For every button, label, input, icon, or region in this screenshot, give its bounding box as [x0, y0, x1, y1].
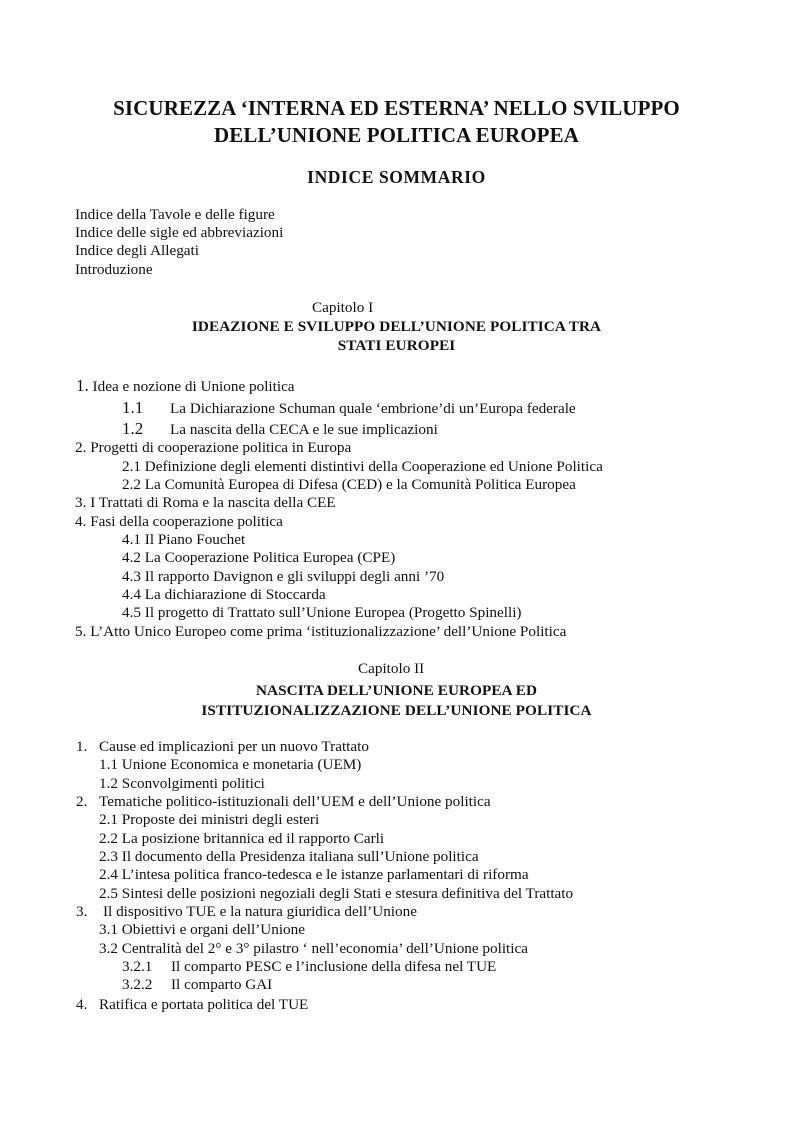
document-title-line-1: SICUREZZA ‘INTERNA ED ESTERNA’ NELLO SVILUPPO: [113, 96, 680, 120]
toc-text: Idea e nozione di Unione politica: [92, 378, 295, 395]
chapter-1-label: Capitolo I: [312, 299, 374, 316]
toc-entry: 2.1 Proposte dei ministri degli esteri: [99, 811, 320, 828]
toc-entry: 4.2 La Cooperazione Politica Europea (CPE): [122, 549, 396, 566]
toc-entry: 4.1 Il Piano Fouchet: [122, 531, 246, 548]
toc-entry: 1.2 Sconvolgimenti politici: [99, 775, 265, 792]
toc-entry: 2.2 La posizione britannica ed il rapporto Carli: [99, 830, 385, 847]
toc-entry: 2.1 Definizione degli elementi distintivi della Cooperazione ed Unione Politica: [122, 458, 603, 475]
toc-entry: 2. Progetti di cooperazione politica in Europa: [75, 439, 352, 456]
toc-number: 1.1: [122, 398, 144, 417]
toc-number: 3.: [76, 903, 88, 920]
toc-entry: 2.2 La Comunità Europea di Difesa (CED) e la Comunità Politica Europea: [122, 476, 576, 493]
prelim-item: Introduzione: [75, 261, 153, 278]
toc-entry: 1.1 Unione Economica e monetaria (UEM): [99, 756, 362, 773]
prelim-item: Indice della Tavole e delle figure: [75, 206, 275, 223]
prelim-item: Indice degli Allegati: [75, 242, 199, 259]
toc-entry: 4. Fasi della cooperazione politica: [75, 513, 283, 530]
toc-entry: 3.1 Obiettivi e organi dell’Unione: [99, 921, 305, 938]
toc-number: 1.: [76, 738, 88, 755]
toc-text: La Dichiarazione Schuman quale ‘embrione’di un’Europa federale: [170, 400, 576, 417]
toc-text: Tematiche politico-istituzionali dell’UEM e dell’Unione politica: [99, 793, 491, 810]
chapter-2-heading-line-2: ISTITUZIONALIZZAZIONE DELL’UNIONE POLITICA: [201, 702, 592, 719]
toc-entry: 4.4 La dichiarazione di Stoccarda: [122, 586, 326, 603]
document-title-line-2: DELL’UNIONE POLITICA EUROPEA: [214, 123, 579, 147]
index-subtitle: INDICE SOMMARIO: [307, 167, 486, 187]
chapter-2-heading-line-1: NASCITA DELL’UNIONE EUROPEA ED: [255, 682, 538, 699]
chapter-1-heading-line-1: IDEAZIONE E SVILUPPO DELL’UNIONE POLITICA TRA: [191, 318, 602, 335]
toc-entry: 5. L’Atto Unico Europeo come prima ‘istituzionalizzazione’ dell’Unione Politica: [75, 623, 567, 640]
toc-text: Il comparto GAI: [171, 976, 273, 993]
toc-entry: 2.5 Sintesi delle posizioni negoziali degli Stati e stesura definitiva del Trattato: [99, 885, 574, 902]
toc-number: 4.: [76, 996, 88, 1013]
toc-entry: 4.5 Il progetto di Trattato sull’Unione Europea (Progetto Spinelli): [122, 604, 522, 621]
toc-number: 2.: [76, 793, 88, 810]
toc-text: Cause ed implicazioni per un nuovo Trattato: [99, 738, 369, 755]
chapter-2-label: Capitolo II: [358, 660, 425, 677]
toc-entry-1: [76, 377, 295, 396]
toc-number: 3.2.1: [122, 958, 153, 975]
toc-entry: 3.2 Centralità del 2° e 3° pilastro ‘ nell’economia’ dell’Unione politica: [99, 940, 528, 957]
toc-number: 3.2.2: [122, 976, 153, 993]
toc-number: 1.: [76, 376, 89, 395]
toc-number: 1.2: [122, 419, 144, 438]
toc-entry: 2.3 Il documento della Presidenza italiana sull’Unione politica: [99, 848, 479, 865]
prelim-item: Indice delle sigle ed abbreviazioni: [75, 224, 284, 241]
toc-text: Il comparto PESC e l’inclusione della difesa nel TUE: [171, 958, 497, 975]
toc-entry: 2.4 L’intesa politica franco-tedesca e le istanze parlamentari di riforma: [99, 866, 529, 883]
toc-text: Ratifica e portata politica del TUE: [99, 996, 309, 1013]
chapter-1-heading-line-2: STATI EUROPEI: [337, 337, 456, 354]
toc-entry: 3. I Trattati di Roma e la nascita della CEE: [75, 494, 336, 511]
toc-text: Il dispositivo TUE e la natura giuridica dell’Unione: [103, 903, 417, 920]
toc-text: La nascita della CECA e le sue implicazioni: [170, 421, 438, 438]
toc-entry: 4.3 Il rapporto Davignon e gli sviluppi degli anni ’70: [122, 568, 445, 585]
